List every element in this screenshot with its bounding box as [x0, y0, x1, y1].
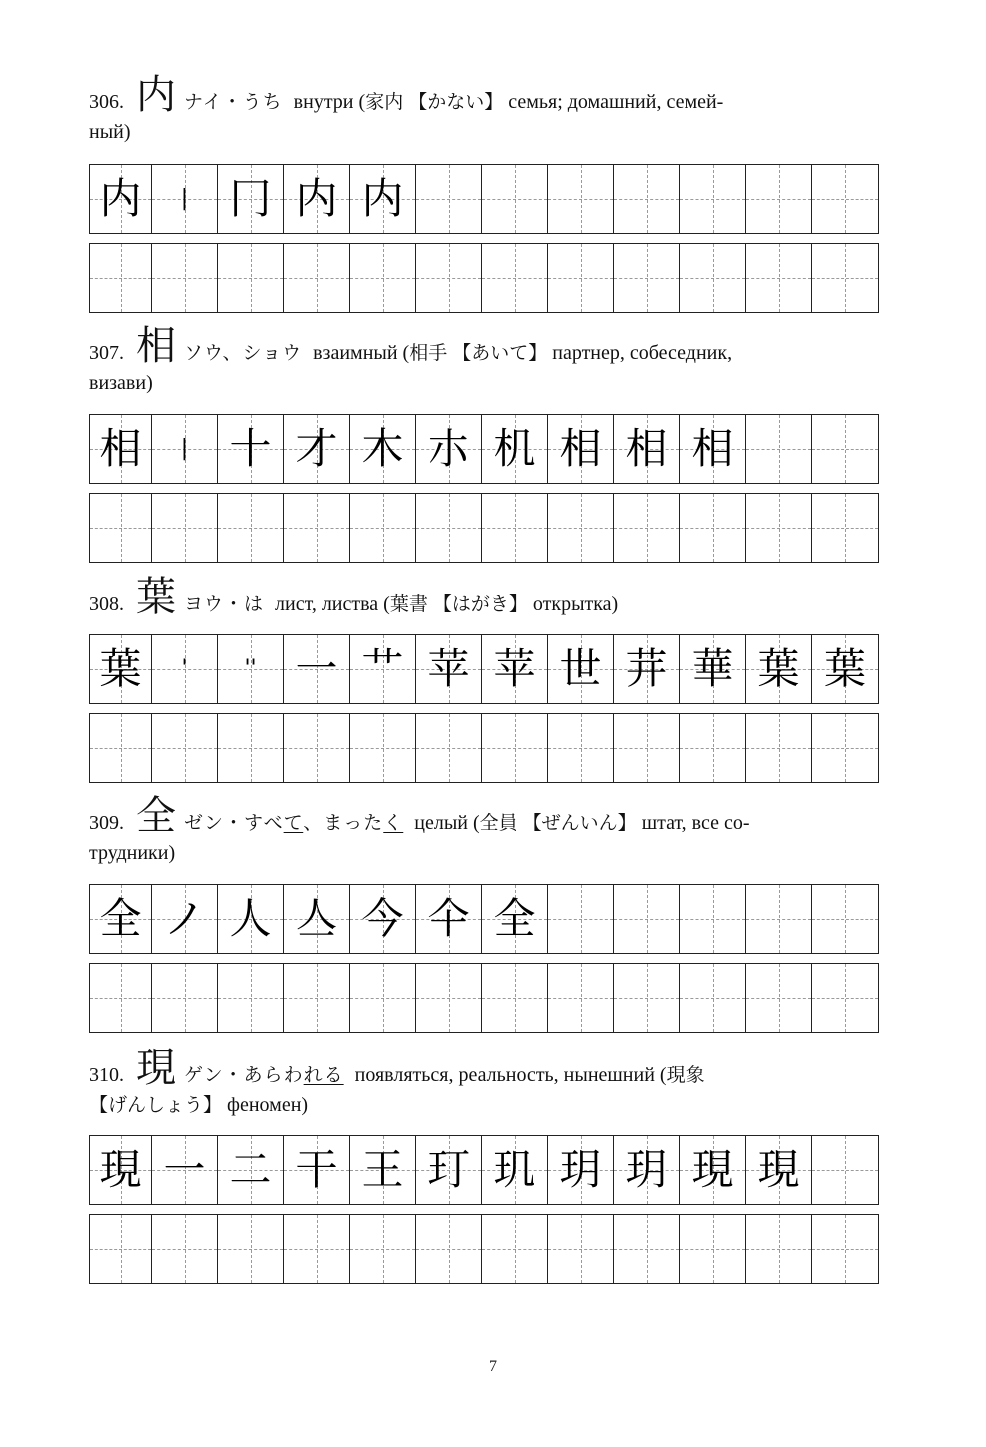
horizontal-guide [614, 528, 679, 529]
stroke-glyph: 相 [99, 424, 142, 473]
entry-number: 306. [89, 91, 124, 113]
example-meaning: открытка) [532, 593, 619, 615]
grid-cell [152, 885, 218, 953]
stroke-glyph: 現 [757, 1145, 800, 1194]
grid-cell [812, 714, 878, 782]
example-reading: 【げんしょう】 [89, 1094, 223, 1116]
grid-cell [482, 885, 548, 953]
horizontal-guide [680, 278, 745, 279]
horizontal-guide [416, 998, 481, 999]
entry-readings: ゼン・すべて、まったく [184, 812, 404, 834]
entry-meaning: появляться, реальность, нынешний [354, 1064, 655, 1086]
grid-cell [614, 714, 680, 782]
stroke-glyph: | [180, 436, 189, 461]
grid-cell [746, 964, 812, 1032]
grid-cell [746, 885, 812, 953]
horizontal-guide [548, 278, 613, 279]
grid-cell [284, 635, 350, 703]
horizontal-guide [416, 1249, 481, 1250]
stroke-glyph: 玥 [625, 1145, 668, 1194]
grid-cell [218, 1215, 284, 1283]
grid-cell [548, 885, 614, 953]
stroke-glyph: 玎 [427, 1145, 470, 1194]
entry-kanji: 内 [136, 72, 176, 118]
horizontal-guide [680, 199, 745, 200]
stroke-glyph: 現 [99, 1145, 142, 1194]
grid-cell [218, 165, 284, 233]
grid-cell [812, 1136, 878, 1204]
entry-309 [89, 793, 879, 868]
entry-number: 308. [89, 593, 124, 615]
grid-cell [482, 165, 548, 233]
stroke-glyph: 内 [99, 174, 142, 223]
entry-308 [89, 574, 879, 620]
entry-meaning: внутри [293, 91, 354, 113]
grid-cell [416, 635, 482, 703]
horizontal-guide [350, 998, 415, 999]
horizontal-guide [284, 278, 349, 279]
horizontal-guide [416, 528, 481, 529]
horizontal-guide [614, 748, 679, 749]
grid-cell [746, 1136, 812, 1204]
stroke-glyph: 二 [229, 1145, 272, 1194]
grid-cell [614, 1136, 680, 1204]
grid-cell [482, 1215, 548, 1283]
grid-cell [152, 494, 218, 562]
grid-cell [614, 964, 680, 1032]
horizontal-guide [746, 1249, 811, 1250]
horizontal-guide [680, 919, 745, 920]
grid-cell [746, 1215, 812, 1283]
entry-number: 307. [89, 342, 124, 364]
horizontal-guide [152, 528, 217, 529]
grid-cell [614, 635, 680, 703]
grid-cell [812, 964, 878, 1032]
grid-cell [680, 885, 746, 953]
grid-cell [218, 635, 284, 703]
grid-cell [90, 494, 152, 562]
horizontal-guide [482, 528, 547, 529]
entry-readings: ソウ、ショウ [184, 342, 303, 364]
grid-cell [680, 1215, 746, 1283]
grid-cell [548, 1136, 614, 1204]
page-number: 7 [489, 1358, 497, 1375]
grid-cell [482, 714, 548, 782]
grid-cell [350, 1215, 416, 1283]
horizontal-guide [746, 528, 811, 529]
grid-cell [416, 244, 482, 312]
entry-310 [89, 1045, 879, 1120]
grid-cell [350, 714, 416, 782]
horizontal-guide [284, 748, 349, 749]
grid-cell [746, 244, 812, 312]
stroke-glyph: 艹 [361, 644, 404, 693]
grid-cell [152, 1215, 218, 1283]
example-reading: 【あいて】 [452, 342, 548, 364]
entry-kanji: 現 [136, 1045, 176, 1091]
entry-readings: ヨウ・は [184, 593, 265, 615]
grid-cell [90, 635, 152, 703]
horizontal-guide [680, 1249, 745, 1250]
grid-cell [680, 635, 746, 703]
grid-cell [218, 714, 284, 782]
grid-cell [284, 885, 350, 953]
grid-cell [548, 165, 614, 233]
horizontal-guide [482, 748, 547, 749]
horizontal-guide [812, 919, 878, 920]
horizontal-guide [746, 278, 811, 279]
stroke-glyph: 相 [691, 424, 734, 473]
grid-cell [548, 635, 614, 703]
horizontal-guide [746, 748, 811, 749]
grid-cell [614, 494, 680, 562]
stroke-glyph: 机 [493, 424, 536, 473]
grid-cell [680, 244, 746, 312]
grid-cell [90, 415, 152, 483]
example-meaning: феномен) [227, 1094, 309, 1116]
horizontal-guide [482, 1249, 547, 1250]
horizontal-guide [614, 278, 679, 279]
grid-cell [746, 415, 812, 483]
grid-cell [548, 714, 614, 782]
horizontal-guide [548, 748, 613, 749]
stroke-glyph: 一 [163, 1145, 206, 1194]
grid-cell [218, 415, 284, 483]
grid-cell [548, 1215, 614, 1283]
grid-cell [90, 714, 152, 782]
grid-cell [416, 964, 482, 1032]
horizontal-guide [812, 1249, 878, 1250]
stroke-glyph: 朩 [427, 424, 470, 473]
horizontal-guide [482, 278, 547, 279]
entry-meaning: лист, листва [275, 593, 379, 615]
grid-cell [350, 415, 416, 483]
stroke-glyph: 現 [691, 1145, 734, 1194]
grid-cell [548, 964, 614, 1032]
grid-cell [548, 244, 614, 312]
entry-heading: 306. 内 ナイ・うち внутри (家内 【かない】 семья; домашний, семей- ный) [89, 72, 724, 143]
grid-cell [680, 1136, 746, 1204]
grid-cell [284, 964, 350, 1032]
stroke-glyph: 冂 [229, 174, 272, 223]
stroke-glyph: 相 [625, 424, 668, 473]
horizontal-guide [746, 998, 811, 999]
stroke-glyph: 葉 [823, 644, 866, 693]
horizontal-guide [482, 199, 547, 200]
horizontal-guide [284, 528, 349, 529]
entry-meaning: целый [414, 812, 468, 834]
horizontal-guide [350, 748, 415, 749]
horizontal-guide [746, 449, 811, 450]
grid-cell [284, 714, 350, 782]
example-word: 相手 [409, 342, 448, 364]
grid-cell [416, 415, 482, 483]
stroke-glyph: 十 [229, 424, 272, 473]
grid-cell [812, 415, 878, 483]
grid-cell [218, 494, 284, 562]
stroke-glyph: 干 [295, 1145, 338, 1194]
grid-cell [812, 165, 878, 233]
grid-cell [614, 415, 680, 483]
grid-cell [284, 1136, 350, 1204]
practice-row [89, 713, 879, 783]
entry-heading: 307. 相 ソウ、ショウ взаимный (相手 【あいて】 партнер, собеседник, визави) [89, 323, 733, 394]
stroke-glyph: 才 [295, 424, 338, 473]
grid-cell [416, 885, 482, 953]
example-word: 家内 [365, 91, 404, 113]
grid-cell [614, 244, 680, 312]
grid-cell [614, 1215, 680, 1283]
horizontal-guide [680, 998, 745, 999]
horizontal-guide [680, 748, 745, 749]
horizontal-guide [350, 528, 415, 529]
grid-cell [152, 635, 218, 703]
practice-row [89, 243, 879, 313]
grid-cell [90, 885, 152, 953]
grid-cell [350, 244, 416, 312]
horizontal-guide [152, 748, 217, 749]
horizontal-guide [218, 998, 283, 999]
grid-cell [350, 635, 416, 703]
horizontal-guide [416, 199, 481, 200]
stroke-glyph: | [180, 186, 189, 211]
grid-cell [812, 885, 878, 953]
grid-cell [482, 244, 548, 312]
stroke-glyph: 葉 [757, 644, 800, 693]
horizontal-guide [812, 998, 878, 999]
grid-cell [152, 165, 218, 233]
grid-cell [350, 885, 416, 953]
example-meaning: семья; домашний, семей- [508, 91, 724, 113]
example-meaning: партнер, собеседник, [552, 342, 733, 364]
grid-cell [746, 494, 812, 562]
grid-cell [680, 714, 746, 782]
grid-cell [218, 1136, 284, 1204]
horizontal-guide [218, 278, 283, 279]
example-reading: 【はがき】 [432, 593, 528, 615]
horizontal-guide [416, 278, 481, 279]
entry-306 [89, 72, 879, 147]
horizontal-guide [548, 919, 613, 920]
stroke-glyph: 相 [559, 424, 602, 473]
entry-kanji: 全 [136, 793, 176, 839]
grid-cell [152, 1136, 218, 1204]
entry-heading: 308. 葉 ヨウ・は лист, листва (葉書 【はがき】 открытка) [89, 574, 619, 620]
horizontal-guide [284, 1249, 349, 1250]
horizontal-guide [614, 919, 679, 920]
horizontal-guide [350, 1249, 415, 1250]
grid-cell [482, 1136, 548, 1204]
entry-kanji: 葉 [136, 574, 176, 620]
stroke-order-row [89, 414, 879, 484]
grid-cell [416, 165, 482, 233]
horizontal-guide [614, 1249, 679, 1250]
grid-cell [746, 714, 812, 782]
stroke-glyph: 人 [229, 894, 272, 943]
grid-cell [548, 494, 614, 562]
grid-cell [90, 244, 152, 312]
stroke-glyph: 亼 [295, 894, 338, 943]
stroke-glyph: 全 [493, 894, 536, 943]
entry-readings: ゲン・あらわれる [184, 1064, 344, 1086]
horizontal-guide [416, 748, 481, 749]
grid-cell [812, 494, 878, 562]
grid-cell [284, 415, 350, 483]
horizontal-guide [90, 1249, 151, 1250]
grid-cell [152, 714, 218, 782]
grid-cell [416, 1215, 482, 1283]
grid-cell [812, 244, 878, 312]
example-word: 現象 [666, 1064, 705, 1086]
grid-cell [482, 415, 548, 483]
grid-cell [680, 494, 746, 562]
practice-row [89, 493, 879, 563]
horizontal-guide [152, 1249, 217, 1250]
grid-cell [746, 165, 812, 233]
grid-cell [90, 165, 152, 233]
stroke-glyph: ' [181, 656, 188, 681]
horizontal-guide [218, 1249, 283, 1250]
stroke-glyph: 玥 [559, 1145, 602, 1194]
horizontal-guide [284, 998, 349, 999]
horizontal-guide [746, 919, 811, 920]
grid-cell [746, 635, 812, 703]
grid-cell [284, 1215, 350, 1283]
stroke-glyph: 苹 [427, 644, 470, 693]
horizontal-guide [746, 199, 811, 200]
entry-meaning: взаимный [313, 342, 398, 364]
stroke-glyph: 今 [361, 894, 404, 943]
stroke-glyph: 一 [295, 644, 338, 693]
entry-number: 310. [89, 1064, 124, 1086]
stroke-glyph: 内 [361, 174, 404, 223]
horizontal-guide [614, 998, 679, 999]
grid-cell [416, 1136, 482, 1204]
grid-cell [680, 964, 746, 1032]
grid-cell [350, 494, 416, 562]
horizontal-guide [152, 278, 217, 279]
grid-cell [284, 244, 350, 312]
stroke-glyph: 王 [361, 1145, 404, 1194]
stroke-glyph: 全 [99, 894, 142, 943]
entry-heading: 309. 全 ゼン・すべて、まったく целый (全員 【ぜんいん】 штат, все со- трудники) [89, 793, 750, 864]
stroke-glyph: 茾 [625, 644, 668, 693]
stroke-glyph: '' [244, 656, 257, 681]
grid-cell [482, 964, 548, 1032]
grid-cell [482, 494, 548, 562]
horizontal-guide [90, 998, 151, 999]
grid-cell [548, 415, 614, 483]
grid-cell [812, 635, 878, 703]
grid-cell [482, 635, 548, 703]
stroke-glyph: 仐 [427, 894, 470, 943]
grid-cell [284, 165, 350, 233]
example-word: 葉書 [389, 593, 428, 615]
horizontal-guide [90, 278, 151, 279]
entry-number: 309. [89, 812, 124, 834]
grid-cell [350, 964, 416, 1032]
grid-cell [218, 964, 284, 1032]
horizontal-guide [482, 998, 547, 999]
grid-cell [350, 165, 416, 233]
horizontal-guide [548, 998, 613, 999]
horizontal-guide [614, 199, 679, 200]
grid-cell [614, 165, 680, 233]
stroke-glyph: 葉 [99, 644, 142, 693]
grid-cell [152, 244, 218, 312]
horizontal-guide [152, 998, 217, 999]
grid-cell [90, 1136, 152, 1204]
grid-cell [152, 415, 218, 483]
horizontal-guide [548, 199, 613, 200]
horizontal-guide [680, 528, 745, 529]
example-meaning-cont: визави) [89, 372, 153, 394]
stroke-order-row [89, 164, 879, 234]
horizontal-guide [90, 748, 151, 749]
example-meaning-cont: ный) [89, 121, 131, 143]
grid-cell [152, 964, 218, 1032]
stroke-order-row [89, 884, 879, 954]
grid-cell [284, 494, 350, 562]
stroke-glyph: 苹 [493, 644, 536, 693]
stroke-glyph: 華 [691, 644, 734, 693]
grid-cell [350, 1136, 416, 1204]
stroke-glyph: 木 [361, 424, 404, 473]
grid-cell [680, 415, 746, 483]
horizontal-guide [812, 449, 878, 450]
stroke-order-row [89, 1135, 879, 1205]
stroke-order-row [89, 634, 879, 704]
grid-cell [614, 885, 680, 953]
entry-heading: 310. 現 ゲン・あらわれる появляться, реальность, нынешний (現象 【げんしょう】 феномен) [89, 1045, 705, 1116]
horizontal-guide [812, 1170, 878, 1171]
horizontal-guide [548, 1249, 613, 1250]
stroke-glyph: 世 [559, 644, 602, 693]
grid-cell [680, 165, 746, 233]
entry-kanji: 相 [136, 323, 176, 369]
grid-cell [812, 1215, 878, 1283]
horizontal-guide [218, 528, 283, 529]
grid-cell [218, 244, 284, 312]
entry-307 [89, 323, 879, 398]
horizontal-guide [812, 278, 878, 279]
example-reading: 【ぜんいん】 [522, 812, 637, 834]
grid-cell [90, 1215, 152, 1283]
grid-cell [416, 494, 482, 562]
example-word: 全員 [479, 812, 518, 834]
horizontal-guide [812, 528, 878, 529]
grid-cell [416, 714, 482, 782]
example-meaning: штат, все со- [641, 812, 750, 834]
horizontal-guide [548, 528, 613, 529]
horizontal-guide [350, 278, 415, 279]
stroke-glyph: 玑 [493, 1145, 536, 1194]
example-meaning-cont: трудники) [89, 842, 176, 864]
horizontal-guide [812, 199, 878, 200]
stroke-glyph: ノ [163, 894, 206, 943]
horizontal-guide [90, 528, 151, 529]
grid-cell [90, 964, 152, 1032]
horizontal-guide [218, 748, 283, 749]
entry-readings: ナイ・うち [184, 91, 283, 113]
stroke-glyph: 内 [295, 174, 338, 223]
practice-row [89, 963, 879, 1033]
practice-row [89, 1214, 879, 1284]
horizontal-guide [812, 748, 878, 749]
grid-cell [218, 885, 284, 953]
example-reading: 【かない】 [408, 91, 504, 113]
